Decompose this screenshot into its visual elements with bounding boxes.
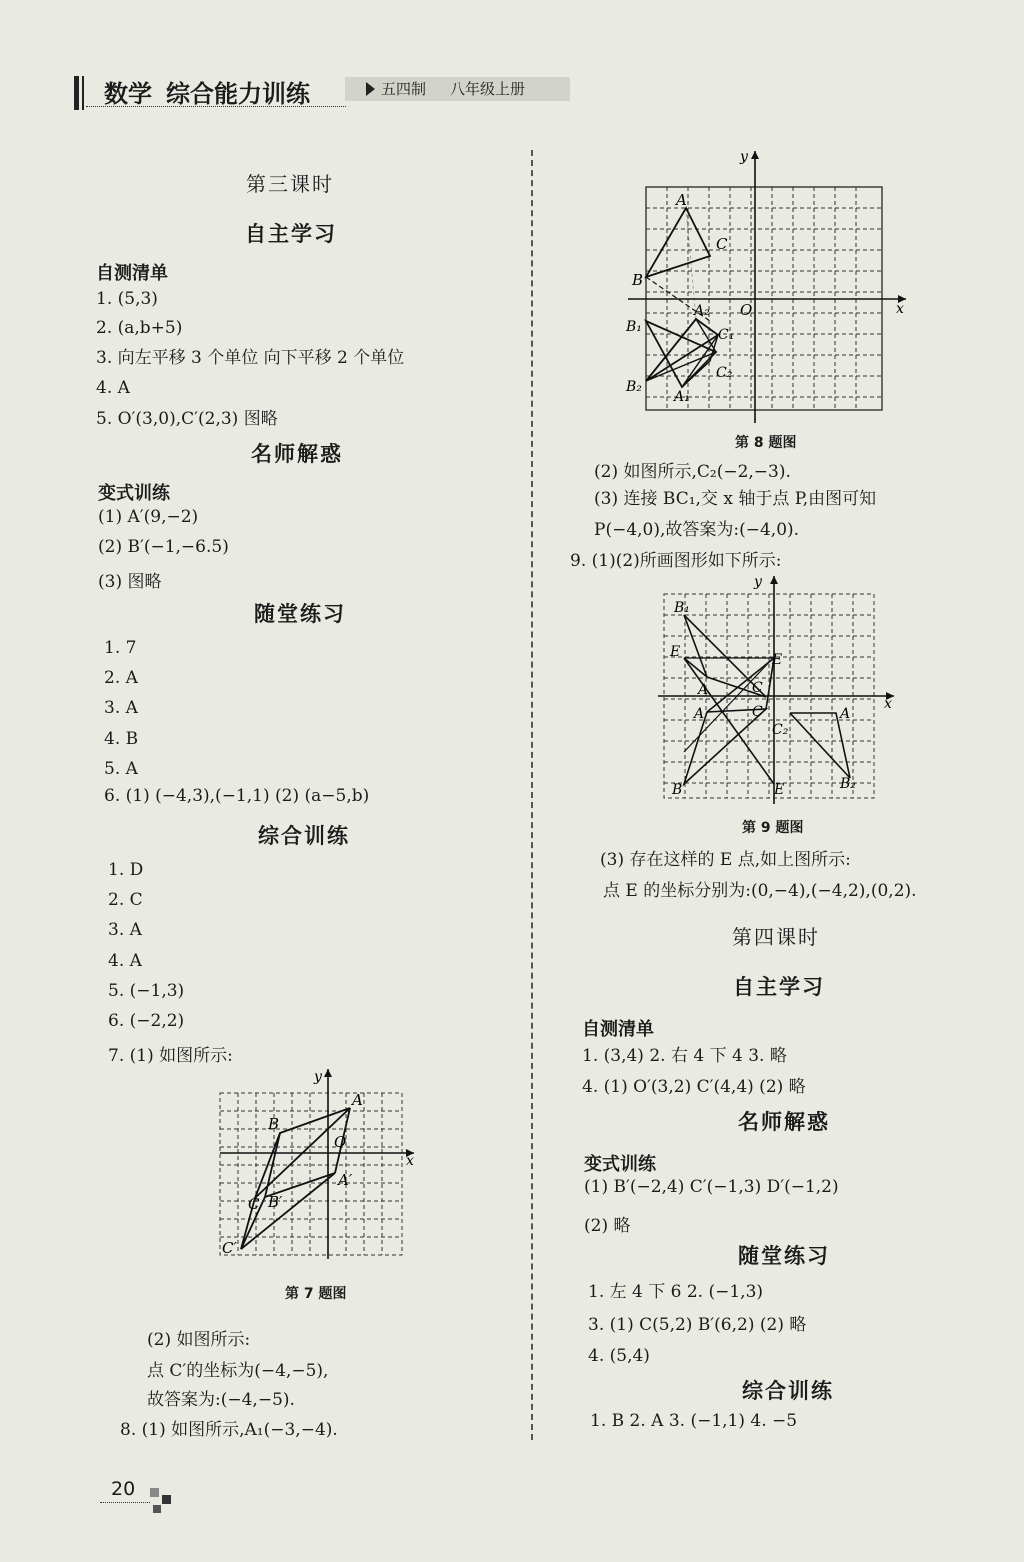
header-grade: 八年级上册	[450, 80, 526, 98]
header-edition: 五四制	[381, 80, 427, 98]
answer-r-5: (3) 存在这样的 E 点,如上图所示:	[600, 850, 851, 870]
fig9-label-B1: B₁	[674, 600, 690, 616]
lesson4-title: 第四课时	[732, 925, 820, 949]
answer-2-2: (2) B′(−1,−6.5)	[98, 537, 229, 557]
figure-8	[620, 145, 915, 425]
answer-3-3: 3. A	[104, 698, 138, 718]
left-variant-heading: 变式训练	[98, 483, 170, 504]
page-number-squares-icon	[150, 1488, 178, 1516]
fig7-label-x: x	[406, 1153, 414, 1169]
fig9-label-C2: C₂	[772, 722, 789, 738]
fig8-label-C2: C₂	[716, 365, 733, 381]
answer-1-1: 1. (5,3)	[96, 289, 158, 309]
fig8-label-A1: A₁	[674, 389, 690, 405]
figure-9	[650, 572, 900, 804]
fig7-label-C1: C′	[222, 1239, 237, 1257]
fig9-label-E-bottom: E	[774, 782, 785, 798]
left-teacher-heading: 名师解惑	[251, 442, 343, 466]
figure-8-caption: 第 8 题图	[735, 435, 797, 451]
answer-1-2: 2. (a,b+5)	[96, 318, 183, 338]
answer-4-7b: (2) 如图所示:	[147, 1330, 251, 1350]
answer-r-11: 1. 左 4 下 6 2. (−1,3)	[588, 1282, 764, 1302]
answer-r-12: 3. (1) C(5,2) B′(6,2) (2) 略	[588, 1315, 807, 1335]
answer-r-2: (3) 连接 BC₁,交 x 轴于点 P,由图可知	[594, 489, 877, 509]
header-rule-left-2	[82, 76, 84, 110]
answer-r-14: 1. B 2. A 3. (−1,1) 4. −5	[590, 1411, 798, 1431]
answer-4-8: 8. (1) 如图所示,A₁(−3,−4).	[120, 1420, 338, 1440]
answer-3-6: 6. (1) (−4,3),(−1,1) (2) (a−5,b)	[104, 786, 370, 806]
answer-4-1: 1. D	[108, 860, 144, 880]
answer-r-9: (1) B′(−2,4) C′(−1,3) D′(−1,2)	[584, 1177, 839, 1197]
fig9-label-x: x	[884, 696, 892, 712]
header-subject: 数学	[104, 80, 152, 108]
fig9-label-E-top: E	[772, 652, 783, 668]
left-practice-heading: 随堂练习	[254, 602, 346, 626]
left-comprehensive-heading: 综合训练	[258, 824, 350, 848]
answer-3-1: 1. 7	[104, 638, 137, 658]
fig9-label-y: y	[754, 574, 762, 590]
left-self-study-heading: 自主学习	[245, 222, 337, 246]
header-underline	[86, 106, 346, 107]
fig9-label-C-upper: C	[752, 680, 763, 696]
fig9-label-B2: B₂	[840, 776, 856, 792]
fig9-label-A-upper: A	[698, 682, 709, 698]
answer-r-13: 4. (5,4)	[588, 1346, 650, 1366]
fig8-label-A2: A₂	[694, 303, 710, 319]
answer-1-5: 5. O′(3,0),C′(2,3) 图略	[96, 409, 278, 429]
fig7-label-A: A	[352, 1091, 363, 1109]
answer-4-2: 2. C	[108, 890, 143, 910]
fig8-label-B1: B₁	[626, 319, 642, 335]
right-self-test-heading: 自测清单	[582, 1019, 654, 1040]
fig9-label-E-left: E	[670, 644, 681, 660]
answer-r-6: 点 E 的坐标分别为:(0,−4),(−4,2),(0,2).	[603, 881, 917, 901]
fig8-label-B2: B₂	[626, 379, 642, 395]
answer-3-4: 4. B	[104, 729, 139, 749]
right-variant-heading: 变式训练	[584, 1154, 656, 1175]
fig8-label-C1: C₁	[718, 327, 735, 343]
answer-2-1: (1) A′(9,−2)	[98, 507, 199, 527]
answer-r-8: 4. (1) O′(3,2) C′(4,4) (2) 略	[582, 1077, 806, 1097]
fig7-label-B1: B′	[268, 1193, 283, 1211]
fig8-label-B: B	[632, 271, 644, 289]
fig7-label-B: B	[268, 1115, 280, 1133]
answer-1-3: 3. 向左平移 3 个单位 向下平移 2 个单位	[96, 348, 405, 368]
fig8-label-C: C	[716, 235, 728, 253]
answer-4-6: 6. (−2,2)	[108, 1011, 185, 1031]
answer-r-3: P(−4,0),故答案为:(−4,0).	[594, 520, 800, 540]
fig7-label-A1: A′	[338, 1171, 353, 1189]
figure-7	[208, 1063, 430, 1263]
play-icon	[366, 82, 375, 96]
column-divider	[531, 150, 533, 1440]
fig7-label-O: O	[334, 1133, 347, 1151]
right-comprehensive-heading: 综合训练	[742, 1379, 834, 1403]
answer-3-2: 2. A	[104, 668, 138, 688]
answer-4-5: 5. (−1,3)	[108, 981, 185, 1001]
lesson3-title: 第三课时	[246, 172, 334, 196]
right-practice-heading: 随堂练习	[738, 1244, 830, 1268]
fig7-label-y: y	[314, 1069, 322, 1085]
answer-4-7d: 故答案为:(−4,−5).	[147, 1390, 295, 1410]
right-teacher-heading: 名师解惑	[738, 1110, 830, 1134]
fig8-label-y: y	[740, 149, 748, 165]
answer-4-3: 3. A	[108, 920, 142, 940]
answer-1-4: 4. A	[96, 378, 130, 398]
answer-r-1: (2) 如图所示,C₂(−2,−3).	[594, 462, 791, 482]
page-number: 20	[111, 1478, 136, 1500]
page-number-underline	[100, 1502, 150, 1503]
fig8-label-x: x	[896, 301, 904, 317]
figure-9-caption: 第 9 题图	[742, 820, 804, 836]
fig9-label-A-right: A	[840, 706, 851, 722]
fig9-label-B: B	[672, 782, 683, 798]
answer-r-7: 1. (3,4) 2. 右 4 下 4 3. 略	[582, 1046, 787, 1066]
answer-r-4: 9. (1)(2)所画图形如下所示:	[570, 551, 782, 571]
answer-4-4: 4. A	[108, 951, 142, 971]
answer-3-5: 5. A	[104, 759, 138, 779]
header-book: 综合能力训练	[166, 80, 310, 108]
fig8-label-A: A	[676, 191, 687, 209]
answer-4-7: 7. (1) 如图所示:	[108, 1046, 233, 1066]
answer-2-3: (3) 图略	[98, 572, 162, 592]
fig9-label-A-lower: A	[694, 706, 705, 722]
fig9-label-C-lower: C	[752, 704, 763, 720]
answer-r-10: (2) 略	[584, 1216, 631, 1236]
fig7-label-C: C	[248, 1195, 260, 1213]
answer-4-7c: 点 C′的坐标为(−4,−5),	[147, 1361, 329, 1381]
header-rule-left	[74, 76, 79, 110]
left-self-test-heading: 自测清单	[96, 263, 168, 284]
figure-7-caption: 第 7 题图	[285, 1286, 347, 1302]
right-self-study-heading: 自主学习	[733, 975, 825, 999]
fig8-label-O: O	[740, 301, 753, 319]
